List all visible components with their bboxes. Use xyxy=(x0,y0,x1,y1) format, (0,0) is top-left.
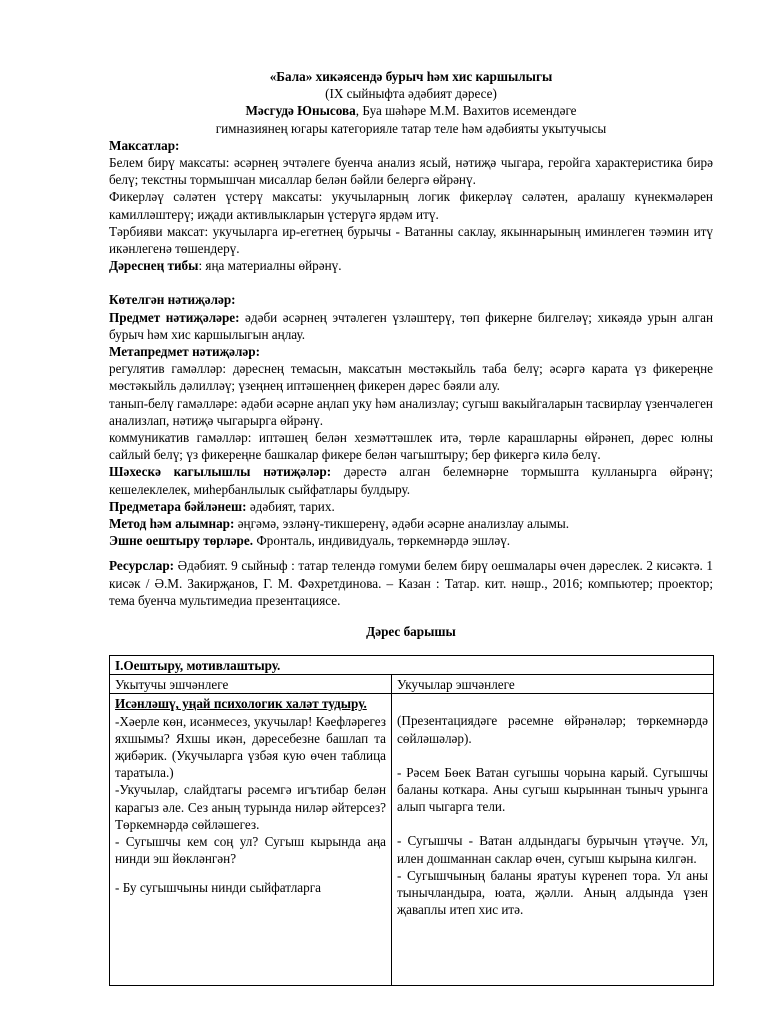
methods-label: Метод һәм алымнар: xyxy=(109,516,235,532)
section-heading: I.Оештыру, мотивлаштыру. xyxy=(110,656,714,675)
goal-education: Белем бирү максаты: әсәрнең эчтәлеге буенча анализ ясый, нәтиҗә чыгара, геройга характеристика бирә белү; текстны тормышчан мисаллар белән бәйли белергә өйрәнү. xyxy=(109,155,713,188)
students-paragraph: (Презентациядәге рәсемне өйрәнәләр; төркемнәрдә сөйләшәләр). xyxy=(397,713,708,746)
personal-results-label: Шәхескә кагылышлы нәтиҗәләр: xyxy=(109,464,332,480)
students-activity-cell xyxy=(392,694,714,986)
resources-label: Ресурслар: xyxy=(109,558,175,574)
subject-results-text: әдәби әсәрнең эчтәлеген үзләштерү, төп фикерне билгеләү; хикәядә урын алган бурыч һәм хис каршылыгын аңлау. xyxy=(109,309,713,342)
methods-text: әңгәмә, эзләнү-тикшеренү, әдәби әсәрне анализлау алымы. xyxy=(234,516,570,532)
lesson-progress-title: Дәрес барышы xyxy=(366,624,456,640)
cognitive-actions: танып-белү гамәлләре: әдәби әсәрне аңлап уку һәм анализлау; сугыш вакыйгаларын тасвирлау үзенчәлеген анализлап, нәтиҗә чыгарырга өйрәнү. xyxy=(109,395,713,428)
students-column-header: Укучылар эшчәнлеге xyxy=(392,675,714,694)
teacher-paragraph: - Сугышчы кем соң ул? Сугыш кырында аңа нинди эш йөкләнгән? xyxy=(115,834,387,867)
goal-thinking: Фикерләү сәләтен үстерү максаты: укучыларның логик фикерләү сәләтен, аралашу күнекмәләрен камилләштерү; иҗади активлыкларын үстерүгә ярдәм итү. xyxy=(109,189,713,222)
personal-results xyxy=(109,463,713,497)
communicative-actions: коммуникатив гамәлләр: иптәшең белән хезмәттәшлек итә, төрле карашларны өйрәнеп, дөрес юлны сайлый белү; үз фикереңне башкалар фикере белән чагыштыру; бер фикергә килә белү. xyxy=(109,430,713,463)
teacher-column-header: Укытучы эшчәнлеге xyxy=(110,675,392,694)
students-paragraph: - Рәсем Бөек Ватан сугышы чорына карый. Сугышчы баланы коткара. Аны сугыш кырыннан тыныч урынга алып чыгарга тели. xyxy=(397,764,708,815)
goal-upbringing: Тәрбияви максат: укучыларга ир-егетнең бурычы - Ватанны саклау, якыннарының иминлеген тәэмин итү икәнлегенә төшендерү. xyxy=(109,223,713,257)
teacher-heading: Исәнләшү, уңай психологик халәт тудыру. xyxy=(115,696,367,712)
students-paragraph: - Сугышчының баланы яратуы күренеп тора. Ул аны тынычландыра, юата, җәлли. Аның алдында үзен җаваплы итеп хис итә. xyxy=(397,867,708,918)
interdisciplinary-label: Предметара бәйләнеш: xyxy=(109,498,247,514)
work-forms-label: Эшне оештыру төрләре. xyxy=(109,533,254,549)
teacher-paragraph: -Хәерле көн, исәнмесез, укучылар! Кәефләрегез яхшымы? Яхшы икән, дәресебезне башлап та җибәрик. (Укучыларга үзбәя кую өчен таблица таратыла.) xyxy=(115,713,387,781)
document-subtitle: (IX сыйныфта әдәбият дәресе) xyxy=(325,86,497,102)
subject-results xyxy=(109,309,713,343)
document-title: «Бала» хикәясендә бурыч һәм хис каршылыгы xyxy=(269,69,553,84)
goals-heading: Максатлар: xyxy=(109,137,180,153)
resources-text: Әдәбият. 9 сыйныф : татар телендә гомуми белем бирү оешмалары өчен дәреслек. 2 кисәктә. 1 кисәк / Ә.М. Закирҗанов, Г. М. Фәхретдинова. – Казан : Татар. кит. нәшр., 2016; компьютер; проектор; тема буенча мультимедиа презентациясе. xyxy=(109,558,713,608)
meta-results-heading: Метапредмет нәтиҗәләр: xyxy=(109,344,260,360)
teacher-activity-cell xyxy=(110,694,392,986)
methods xyxy=(109,515,713,532)
author-position: гимназиянең югары категорияле татар теле һәм әдәбияты укытучысы xyxy=(215,120,607,136)
interdisciplinary-text: әдәбият, тарих. xyxy=(246,498,335,514)
interdisciplinary xyxy=(109,498,713,515)
lesson-type-value: : яңа материалны өйрәнү. xyxy=(198,258,342,274)
author-line xyxy=(109,102,713,119)
subject-results-label: Предмет нәтиҗәләре: xyxy=(109,309,240,325)
work-forms xyxy=(109,532,713,549)
author-name: Мәсгудә Юнысова xyxy=(245,103,356,119)
lesson-type-label: Дәреснең тибы xyxy=(109,258,199,274)
students-paragraph: - Сугышчы - Ватан алдындагы бурычын үтәүче. Ул, илен дошманнан саклар өчен, сугыш кырына килгән. xyxy=(397,833,708,866)
table-header-row xyxy=(110,675,714,694)
teacher-paragraph: -Укучылар, слайдтагы рәсемгә игътибар белән карагыз әле. Сез аның турында ниләр әйтерсез? Төркемнәрдә сөйләшегез. xyxy=(115,782,387,832)
lesson-type xyxy=(109,257,713,274)
document-page xyxy=(109,68,713,654)
resources xyxy=(109,557,713,609)
results-heading: Көтелгән нәтиҗәләр: xyxy=(109,292,236,308)
author-school: , Буа шәһәре М.М. Вахитов исемендәге xyxy=(355,103,577,119)
teacher-paragraph: - Бу сугышчыны нинди сыйфатларга xyxy=(115,880,322,896)
personal-results-text: дәрестә алган белемнәрне тормышта кулланырга өйрәнү; кешелеклелек, миһербанлылык сыйфатлары булдыру. xyxy=(109,464,713,497)
table-section-row xyxy=(110,656,714,675)
regulative-actions: регулятив гамәлләр: дәреснең темасын, максатын мөстәкыйль таба белү; әсәргә карата үз фикереңне мөстәкыйль дәлилләү; үзеңнең иптәшеңнең фикерен дәрес бәяли алу. xyxy=(109,361,713,394)
table-row xyxy=(110,694,714,986)
work-forms-text: Фронталь, индивидуаль, төркемнәрдә эшләү. xyxy=(253,533,511,549)
lesson-table xyxy=(109,655,714,986)
